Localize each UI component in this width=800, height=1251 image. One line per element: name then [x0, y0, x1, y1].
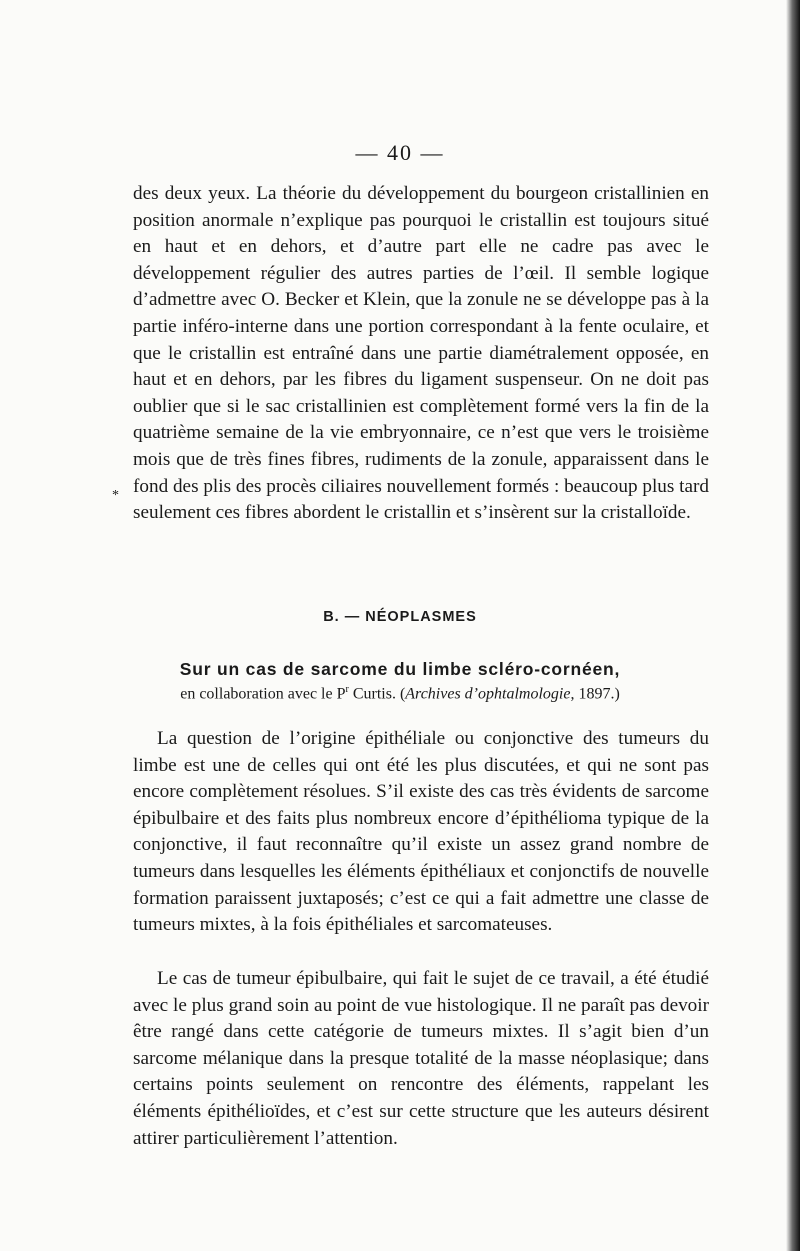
citation-author: Curtis. ( — [348, 685, 406, 703]
section-heading: B. — NÉOPLASMES — [323, 609, 477, 625]
article-paragraph-1: La question de l’origine épithéliale ou conjonctive des tumeurs du limbe est une de celles qui ont été les plus discutées, et qui ne sont pas encore complètement résolues. S’il existe des cas très évidents de sarcome épibulbaire et des faits plus nombreux encore d’épithélioma typique de la conjonctive, il faut reconnaître qu’il existe un assez grand nombre de tumeurs dans lesquelles les éléments épithéliaux et conjonctifs de nouvelle formation paraissent juxtaposés; c’est ce qui a fait admettre une classe de tumeurs mixtes, à la fois épithéliales et sarcomateuses. — [133, 728, 709, 936]
article-title: Sur un cas de sarcome du limbe scléro-cornéen, — [179, 659, 621, 679]
article-citation — [0, 684, 800, 703]
citation-year: , 1897.) — [570, 685, 620, 703]
article-paragraph-2: Le cas de tumeur épibulbaire, qui fait le sujet de ce travail, a été étudié avec le plus grand soin au point de vue histologique. Il ne paraît pas devoir être rangé dans cette catégorie de tumeurs mixtes. Il s’agit bien d’un sarcome mélanique dans la presque totalité de la masse néoplasique; dans certains points seulement on rencontre des éléments, rappelant les éléments épithélioïdes, et c’est sur cette structure que les auteurs désirent attirer particulièrement l’attention. — [133, 968, 709, 1149]
page-number: — 40 — — [355, 140, 445, 165]
citation-superscript: r — [345, 684, 349, 695]
citation-journal: Archives d’ophtalmologie — [405, 685, 571, 703]
margin-mark: * — [112, 488, 119, 503]
continuation-paragraph: des deux yeux. La théorie du développement du bourgeon cristallinien en position anormale n’explique pas pourquoi le cristallin est toujours situé en haut et en dehors, et d’autre part elle ne cadre pas avec le développement régulier des autres parties de l’œil. Il semble logique d’admettre avec O. Becker et Klein, que la zonule ne se développe pas à la partie inféro-interne dans une portion correspondant à la fente oculaire, et que le cristallin est entraîné dans une partie diamétralement opposée, en haut et en dehors, par les fibres du ligament suspenseur. On ne doit pas oublier que si le sac cristallinien est complètement formé vers la fin de la quatrième semaine de la vie embryonnaire, ce n’est que vers le troisième mois que de très fines fibres, rudiments de la zonule, apparaissent dans le fond des plis des procès ciliaires nouvellement formés : beaucoup plus tard seulement ces fibres abordent le cristallin et s’insèrent sur la cristalloïde. — [133, 183, 709, 524]
page-edge-shadow — [786, 0, 800, 1251]
citation-prefix: en collaboration avec le P — [180, 685, 346, 703]
